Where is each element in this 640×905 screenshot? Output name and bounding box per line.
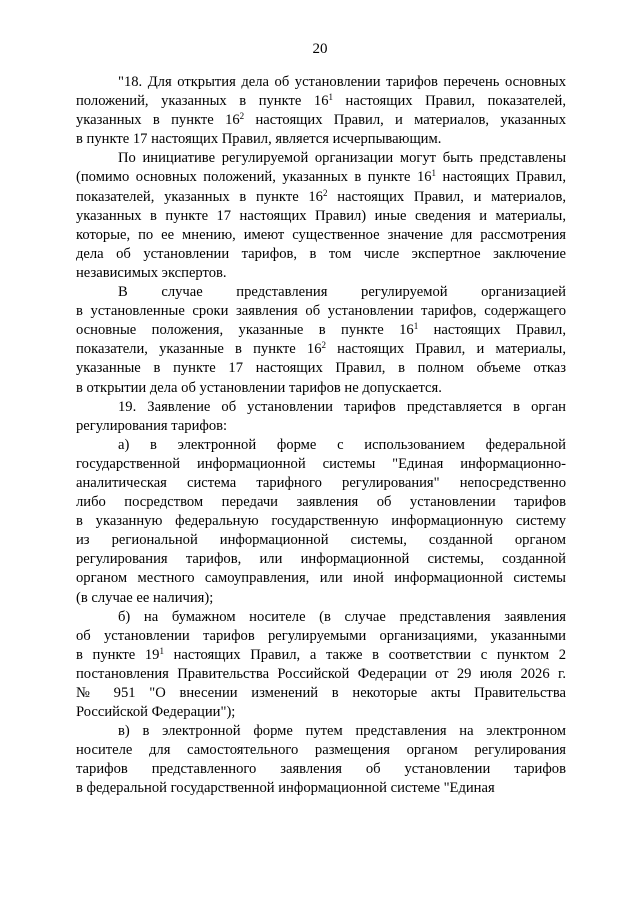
text-line: регулирования тарифов: [76,417,228,434]
paragraph [76,73,566,149]
text-line: которые, по ее мнению, имеют существенное значение для рассмотрения [76,226,566,243]
paragraph [76,398,566,436]
text-line: В случае представления регулируемой организацией [118,284,566,301]
text-line: либо посредством передачи заявления об установлении тарифов [76,494,566,511]
text-line: б) на бумажном носителе (в случае представления заявления [118,608,566,625]
text-line: показатели, указанные в пункте $16^2$ настоящих Правил, и материалы, [76,340,566,358]
text-line: "18. Для открытия дела об установлении тарифов перечень основных [118,74,566,90]
text-line: постановления Правительства Российской Федерации от 29 июля 2026 г. [76,665,566,682]
text-line: органом местного самоуправления, или иной информационной системы [76,570,566,587]
text-line: в федеральной государственной информационной системе "Единая [76,780,495,797]
page-number: 20 [312,41,328,57]
text-line: носителе для самостоятельного размещения органом регулирования [76,742,566,759]
paragraph [76,436,566,608]
text-line: в) в электронной форме путем представления на электронном [118,723,566,740]
paragraph [76,283,566,398]
text-line: в открытии дела об установлении тарифов не допускается. [76,379,442,396]
text-line: а) в электронной форме с использованием федеральной [118,436,566,453]
text-line: об установлении тарифов регулируемыми организациями, указанными [76,627,566,644]
text-line: показателей, указанных в пункте $16^2$ настоящих Правил, и материалов, [76,187,567,205]
text-line: в пункте $19^1$ настоящих Правил, а также в соответствии с пунктом 2 [76,645,567,663]
text-line: тарифов представленного заявления об установлении тарифов [76,761,566,778]
text-line: указанных в пункте 17 настоящих Правил) иные сведения и материалы, [76,207,566,224]
text-line: государственной информационной системы "Единая информационно- [76,455,566,472]
text-line: из региональной информационной системы, созданной органом [76,532,566,549]
text-line: (в случае ее наличия); [76,589,214,606]
paragraph [76,149,566,283]
text-line: положений, указанных в пункте $16^1$ настоящих Правил, показателей, [76,92,567,110]
text-line: указанные в пункте 17 настоящих Правил, в полном объеме отказ [76,360,566,377]
text-line: 19. Заявление об установлении тарифов представляется в орган [118,398,566,415]
text-line: регулирования тарифов, или информационной системы, созданной [76,551,566,568]
text-line: указанных в пункте $16^2$ настоящих Правил, и материалов, указанных [76,111,566,129]
text-line: в пункте 17 настоящих Правил, является исчерпывающим. [76,131,442,148]
text-line: дела об установлении тарифов, в том числе экспертное заключение [76,245,566,262]
text-line: аналитическая система тарифного регулирования" непосредственно [76,474,566,491]
text-line: основные положения, указанные в пункте $16^1$ настоящих Правил, [76,321,566,339]
text-line: независимых экспертов. [76,264,227,281]
text-line: (помимо основных положений, указанных в пункте $16^1$ настоящих Правил, [76,168,566,186]
paragraph [76,608,566,723]
document-body [76,73,566,799]
text-line: По инициативе регулируемой организации могут быть представлены [118,150,566,167]
text-line: в установленные сроки заявления об установлении тарифов, содержащего [76,303,566,320]
text-line: в указанную федеральную государственную информационную систему [76,513,566,530]
text-line: Российской Федерации"); [76,704,236,721]
paragraph [76,722,566,798]
text-line: № 951 "О внесении изменений в некоторые акты Правительства [76,685,566,701]
